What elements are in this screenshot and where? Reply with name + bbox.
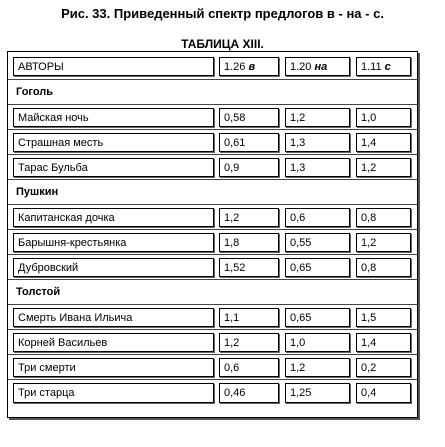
group-row-pushkin — [8, 180, 417, 205]
value-v: 1,8 — [219, 233, 279, 252]
table-row — [8, 155, 417, 180]
value-na: 0,55 — [285, 233, 350, 252]
work-title: Барышня-крестьянка — [13, 233, 214, 252]
header-col-na-number: 1.20 — [290, 61, 315, 73]
work-title: Страшная месть — [13, 133, 214, 152]
value-na: 1,25 — [285, 383, 350, 403]
figure-caption: Рис. 33. Приведенный спектр предлогов в - на - с. — [61, 6, 384, 21]
table-row — [8, 105, 417, 130]
group-author: Толстой — [16, 286, 61, 298]
work-title: Тарас Бульба — [13, 158, 214, 177]
value-v: 1,2 — [219, 208, 279, 227]
group-row-tolstoy — [8, 280, 417, 305]
work-title: Смерть Ивана Ильича — [13, 308, 214, 327]
header-col-na — [285, 57, 350, 76]
value-v: 0,6 — [219, 358, 279, 377]
work-title: Майская ночь — [13, 108, 214, 127]
value-v: 0,46 — [219, 383, 279, 403]
group-author: Гоголь — [16, 86, 54, 98]
value-na: 0,65 — [285, 308, 350, 327]
value-v: 0,9 — [219, 158, 279, 177]
work-title: Капитанская дочка — [13, 208, 214, 227]
value-v: 0,58 — [219, 108, 279, 127]
value-na: 0,6 — [285, 208, 350, 227]
value-na: 0,65 — [285, 258, 350, 277]
value-v: 1,52 — [219, 258, 279, 277]
value-s: 1,2 — [356, 233, 411, 252]
value-na: 1,0 — [285, 333, 350, 352]
table-row — [8, 330, 417, 355]
table-row — [8, 130, 417, 155]
header-col-s — [356, 57, 411, 76]
header-col-s-preposition: с — [384, 61, 391, 73]
header-authors: АВТОРЫ — [13, 57, 214, 76]
table-row — [8, 230, 417, 255]
value-s: 0,8 — [356, 208, 411, 227]
value-na: 1,3 — [285, 133, 350, 152]
work-title: Три старца — [13, 383, 214, 403]
value-na: 1,2 — [285, 358, 350, 377]
work-title: Корней Васильев — [13, 333, 214, 352]
table-row — [8, 205, 417, 230]
table-row — [8, 255, 417, 280]
work-title: Три смерти — [13, 358, 214, 377]
value-v: 0,61 — [219, 133, 279, 152]
table-row — [8, 355, 417, 380]
data-table — [7, 51, 418, 418]
value-s: 1,4 — [356, 133, 411, 152]
value-s: 0,8 — [356, 258, 411, 277]
group-row-gogol — [8, 80, 417, 105]
value-na: 1,3 — [285, 158, 350, 177]
header-col-s-number: 1.11 — [361, 61, 385, 73]
value-v: 1,1 — [219, 308, 279, 327]
header-col-v-preposition: в — [248, 61, 256, 73]
value-s: 1,0 — [356, 108, 411, 127]
value-s: 0,2 — [356, 358, 411, 377]
value-s: 0,4 — [356, 383, 411, 403]
header-col-v-number: 1.26 — [224, 61, 249, 73]
table-header-row — [8, 52, 417, 80]
value-na: 1,2 — [285, 108, 350, 127]
table-title: ТАБЛИЦА XIII. — [181, 37, 264, 51]
header-col-na-preposition: на — [314, 61, 328, 73]
value-s: 1,4 — [356, 333, 411, 352]
value-s: 1,2 — [356, 158, 411, 177]
group-author: Пушкин — [16, 186, 59, 198]
table-row — [8, 380, 417, 405]
value-s: 1,5 — [356, 308, 411, 327]
work-title: Дубровский — [13, 258, 214, 277]
value-v: 1,2 — [219, 333, 279, 352]
header-col-v — [219, 57, 279, 76]
table-row — [8, 305, 417, 330]
